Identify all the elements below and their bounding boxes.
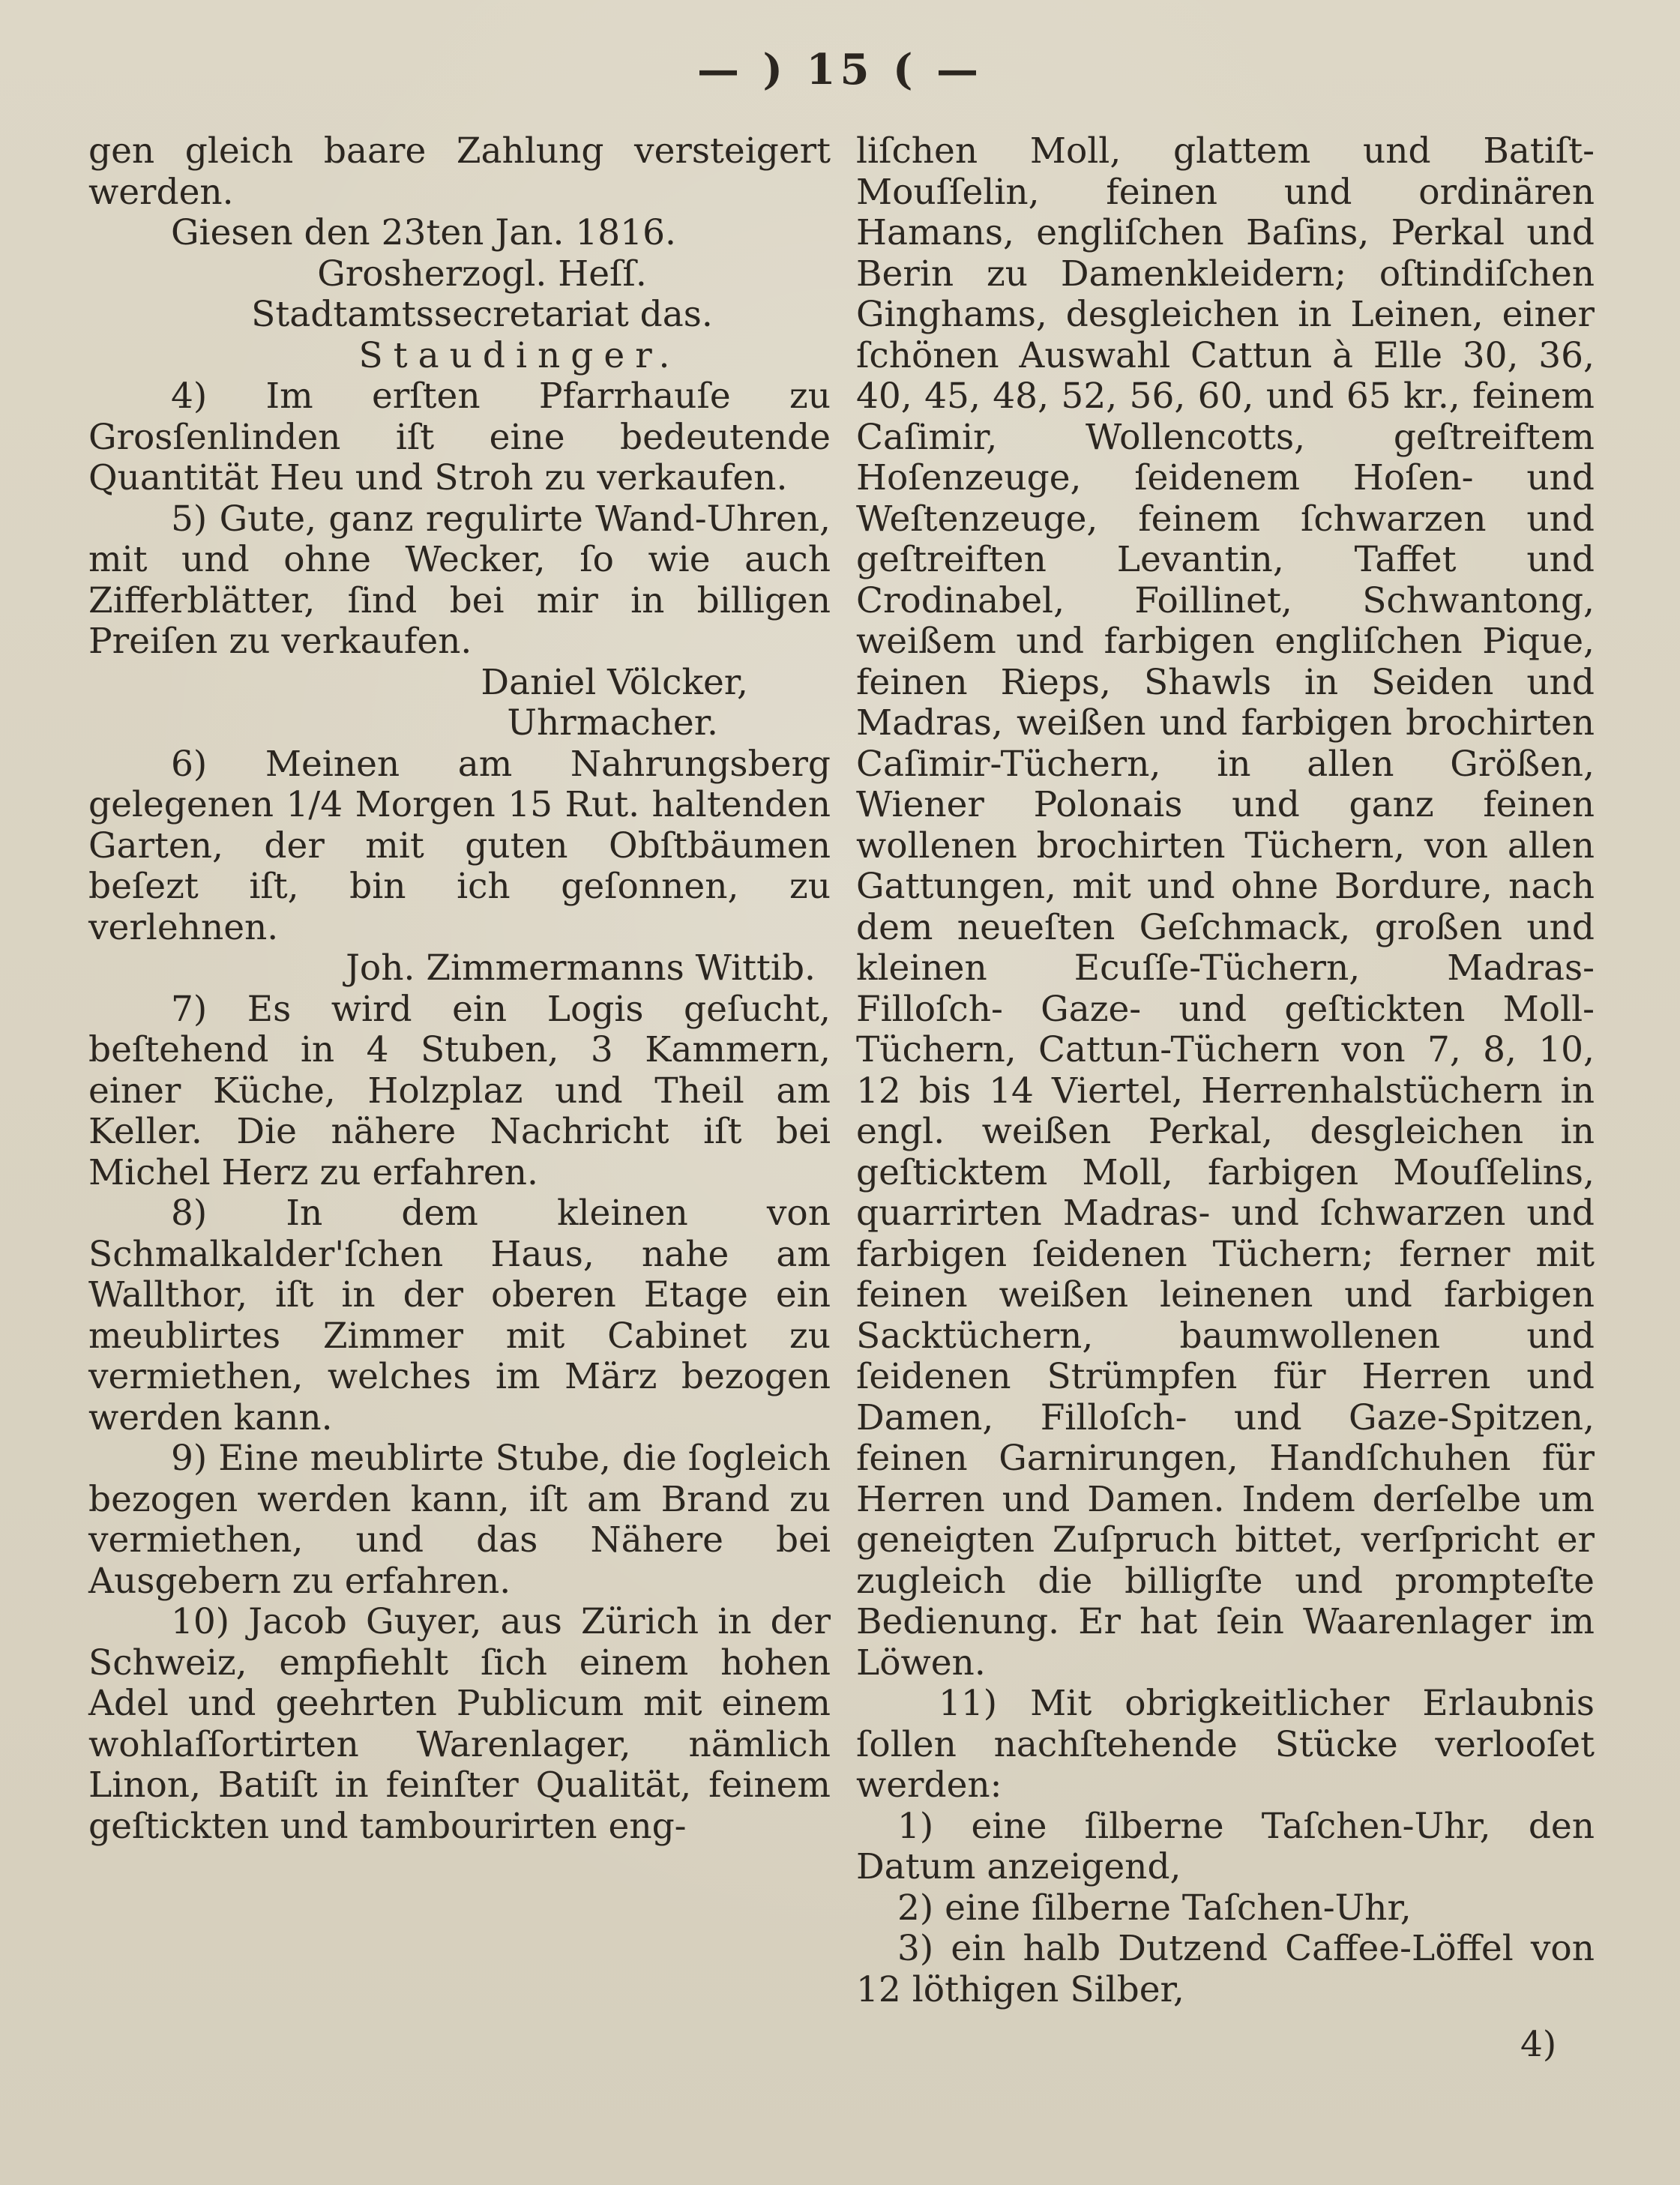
entry-6-signature: Joh. Zimmermanns Wittib. [346,947,816,989]
entry-10-continuation: liſchen Moll, glattem und Batiſt-Mouſſelin, feinen und ordinären Hamans, engliſchen Baſins, Perkal und Berin zu Damenkleidern; oſtindiſchen Ginghams, desgleichen in Leinen, einer ſchönen Auswahl Cattun à Elle 30, 36, 40, 45, 48, 52, 56, 60, und 65 kr., feinem Caſimir, Wollencotts, geſtreiftem Hoſenzeuge, ſeidenem Hoſen- und Weſtenzeuge, feinem ſchwarzen und geſtreiften Levantin, Taffet und Crodinabel, Foillinet, Schwantong, weißem und farbigen engliſchen Pique, feinen Rieps, Shawls in Seiden und Madras, weißen und farbigen brochirten Caſimir-Tüchern, in allen Größen, Wiener Polonais und ganz feinen wollenen brochirten Tüchern, von allen Gattungen, mit und ohne Bordure, nach dem neueſten Geſchmack, großen und kleinen Ecuſſe-Tüchern, Madras- Filloſch- Gaze- und geſtickten Moll-Tüchern, Cattun-Tüchern von 7, 8, 10, 12 bis 14 Viertel, Herrenhalstüchern in engl. weißen Perkal, desgleichen in geſticktem Moll, farbigen Mouſſelins, quarrirten Madras- und ſchwarzen und farbigen ſeidenen Tüchern; ferner mit feinen weißen leinenen und farbigen Sacktüchern, baumwollenen und ſeidenen Strümpfen für Herren und Damen, Filloſch- und Gaze-Spitzen, feinen Garnirungen, Handſchuhen für Herren und Damen. Indem derſelbe um geneigten Zuſpruch bittet, verſpricht er zugleich die billigſte und prompteſte Bedienung. Er hat ſein Waarenlager im Löwen. [856,130,1595,1684]
entry-11: 11) Mit obrigkeitlicher Erlaubnis ſollen nachſtehende Stücke verlooſet werden: [856,1683,1595,1806]
entry-5-signature-name: Daniel Völcker, [481,661,748,703]
entry-5: 5) Gute, ganz regulirte Wand-Uhren, mit und ohne Wecker, ſo wie auch Zifferblätter, ſind bei mir in billigen Preiſen zu verkaufen. [88,498,831,662]
entry-7: 7) Es wird ein Logis geſucht, beſtehend in 4 Stuben, 3 Kammern, einer Küche, Holzplaz und Theil am Keller. Die nähere Nachricht iſt bei Michel Herz zu erfahren. [88,988,831,1193]
catchword: 4) [1520,2024,1557,2065]
entry-11-item-2: 2) eine ſilberne Taſchen-Uhr, [897,1887,1412,1929]
intro-date: Giesen den 23ten Jan. 1816. [171,212,676,253]
intro-signature: Staudinger. [358,334,681,376]
entry-9: 9) Eine meublirte Stube, die ſogleich bezogen werden kann, iſt am Brand zu vermiethen, und das Nähere bei Ausgebern zu erfahren. [88,1438,831,1602]
page-header: — ) 15 ( — [697,45,983,94]
right-column [856,131,1595,2010]
entry-11-item-3: 3) ein halb Dutzend Caffee-Löffel von 12 löthigen Silber, [856,1928,1595,2010]
intro-line: gen gleich baare Zahlung versteigert werden. [88,130,831,213]
entry-4: 4) Im erſten Pfarrhauſe zu Grosſenlinden iſt eine bedeutende Quantität Heu und Stroh zu verkaufen. [88,376,831,498]
entry-11-item-1: 1) eine ſilberne Taſchen-Uhr, den Datum anzeigend, [856,1805,1595,1887]
left-column [88,131,831,1847]
intro-office: Grosherzogl. Heſſ. Stadtamtssecretariat das. [251,253,713,335]
entry-8: 8) In dem kleinen von Schmalkalder'ſchen Haus, nahe am Wallthor, iſt in der oberen Etage ein meublirtes Zimmer mit Cabinet zu vermiethen, welches im März bezogen werden kann. [88,1193,831,1438]
entry-10: 10) Jacob Guyer, aus Zürich in der Schweiz, empfiehlt ſich einem hohen Adel und geehrten Publicum mit einem wohlaſſortirten Warenlager, nämlich Linon, Batiſt in feinſter Qualität, feinem geſtickten und tambourirten eng- [88,1601,831,1847]
entry-5-signature-title: Uhrmacher. [507,702,718,744]
entry-6: 6) Meinen am Nahrungsberg gelegenen 1/4 Morgen 15 Rut. haltenden Garten, der mit guten Obſtbäumen beſezt iſt, bin ich geſonnen, zu verlehnen. [88,743,831,948]
